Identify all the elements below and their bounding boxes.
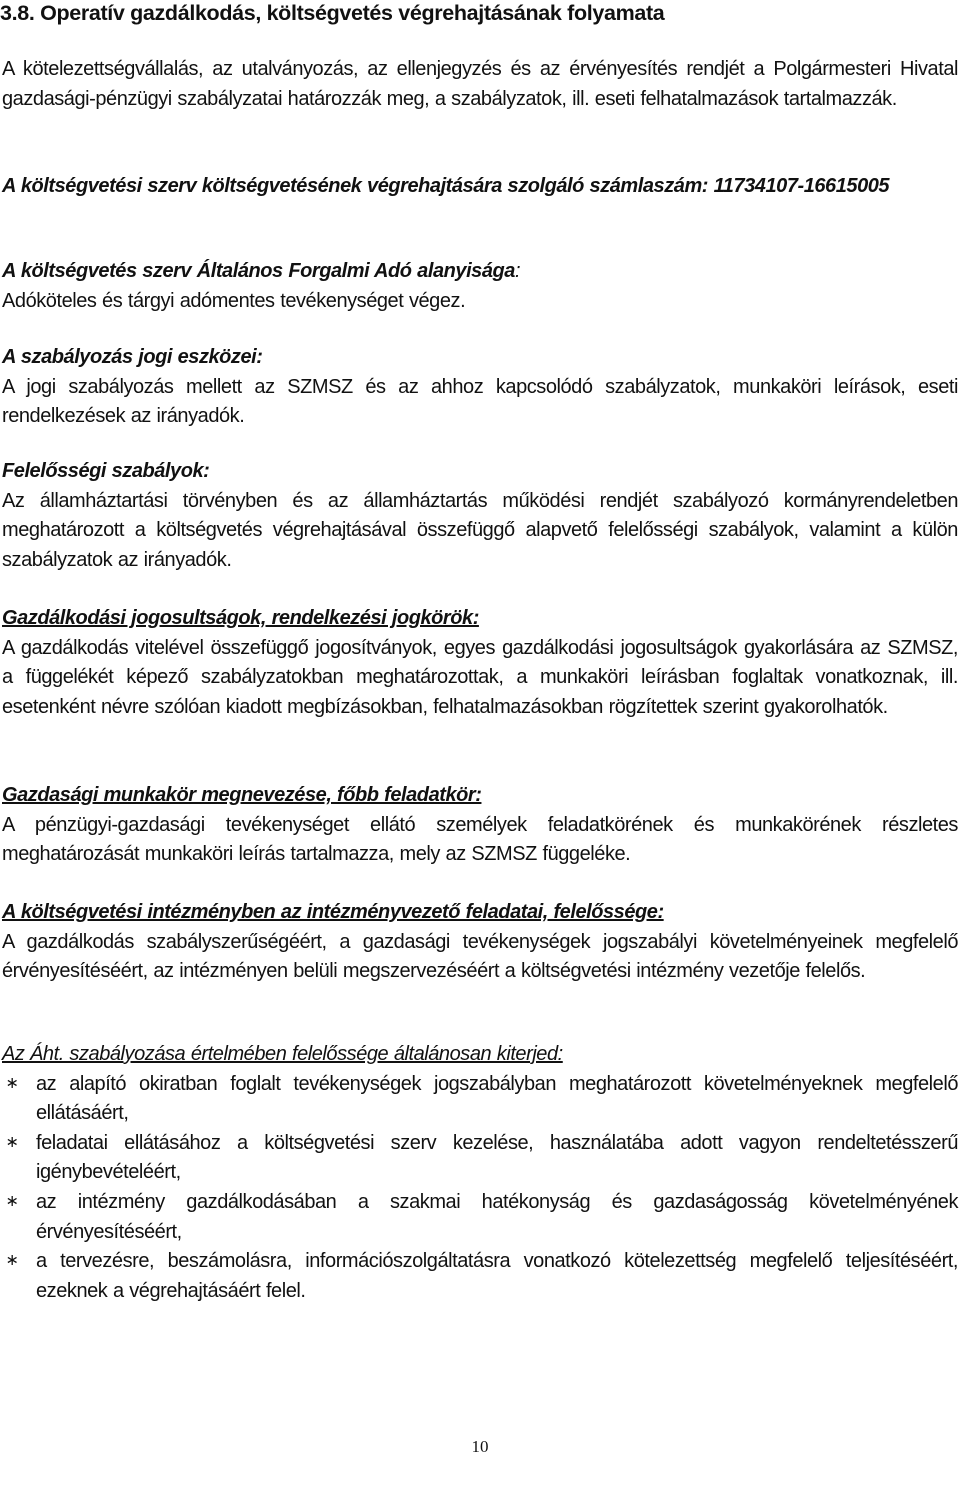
vat-heading-line <box>2 257 958 287</box>
head-duties-section <box>2 898 958 987</box>
legal-tools-section <box>2 343 958 432</box>
account-number-text: A költségvetési szerv költségvetésének végrehajtására szolgáló számlaszám: 11734107-16615005 <box>2 175 890 197</box>
asterisk-bullet-icon: ∗ <box>5 1131 19 1151</box>
vat-label: A költségvetés szerv Általános Forgalmi Adó alanyisága <box>2 260 515 282</box>
list-item-text: feladatai ellátásához a költségvetési szerv kezelése, használatába adott vagyon rendeltetésszerű igénybevételéért, <box>36 1131 958 1184</box>
authority-section <box>2 604 958 722</box>
vat-colon: : <box>514 260 521 282</box>
list-item <box>2 1070 958 1129</box>
responsibility-section <box>2 457 958 575</box>
list-item-text: a tervezésre, beszámolásra, információszolgáltatásra vonatkozó kötelezettség megfelelő teljesítéséért, ezeknek a végrehajtásáért felel. <box>36 1250 958 1302</box>
asterisk-bullet-icon: ∗ <box>5 1250 19 1270</box>
legal-tools-label: A szabályozás jogi eszközei: <box>2 346 263 368</box>
aht-label: Az Áht. szabályozása értelmében felelőssége általánosan kiterjed: <box>2 1043 563 1065</box>
job-titles-text: A pénzügyi-gazdasági tevékenységet ellátó személyek feladatkörének és munkakörének részletes meghatározását munkaköri leírás tartalmazza, mely az SZMSZ függeléke. <box>2 813 958 866</box>
head-duties-text: A gazdálkodás szabályszerűségéért, a gazdasági tevékenységek jogszabályi követelményeinek megfelelő érvényesítéséért, az intézményen belüli megszervezéséért a költségvetési intézmény vezetője felelős. <box>2 930 958 983</box>
asterisk-bullet-icon: ∗ <box>5 1190 19 1210</box>
list-item <box>2 1188 958 1247</box>
list-item <box>2 1247 958 1306</box>
authority-text: A gazdálkodás vitelével összefüggő jogosítványok, egyes gazdálkodási jogosultságok gyakorlására az SZMSZ, a függelékét képező szabályzatokban meghatározottak, a munkaköri leírásban foglaltak vonatkoznak, ill. esetenként névre szólóan kiadott megbízásokban, felhatalmazásokban rögzítettek szerint gyakorolhatók. <box>2 636 958 718</box>
account-number-paragraph <box>2 172 958 202</box>
section-heading: 3.8. Operatív gazdálkodás, költségvetés végrehajtásának folyamata <box>0 1 665 25</box>
list-item-text: az intézmény gazdálkodásában a szakmai hatékonyság és gazdaságosság követelményének érvényesítéséért, <box>36 1190 958 1243</box>
asterisk-bullet-icon: ∗ <box>5 1072 19 1092</box>
legal-tools-text: A jogi szabályozás mellett az SZMSZ és az ahhoz kapcsolódó szabályzatok, munkaköri leírások, eseti rendelkezések az irányadók. <box>2 375 958 428</box>
job-titles-section <box>2 781 958 870</box>
intro-text: A kötelezettségvállalás, az utalványozás, az ellenjegyzés és az érvényesítés rendjét a Polgármesteri Hivatal gazdasági-pénzügyi szabályzatai határozzák meg, a szabályzatok, ill. eseti felhatalmazások tartalmazzák. <box>2 58 958 110</box>
page-number: 10 <box>471 1437 489 1456</box>
job-titles-label: Gazdasági munkakör megnevezése, főbb feladatkör: <box>2 784 482 806</box>
list-item <box>2 1129 958 1188</box>
vat-section <box>2 257 958 316</box>
aht-bullet-list <box>2 1070 958 1307</box>
responsibility-label: Felelősségi szabályok: <box>2 460 210 482</box>
head-duties-label: A költségvetési intézményben az intézményvezető feladatai, felelőssége: <box>2 901 664 923</box>
authority-label: Gazdálkodási jogosultságok, rendelkezési jogkörök: <box>2 607 479 629</box>
intro-paragraph <box>2 55 958 114</box>
vat-text: Adóköteles és tárgyi adómentes tevékenységet végez. <box>2 289 466 312</box>
list-item-text: az alapító okiratban foglalt tevékenységek jogszabályban meghatározott követelményeknek megfelelő ellátásáért, <box>36 1072 958 1125</box>
responsibility-text: Az államháztartási törvényben és az államháztartás működési rendjét szabályozó kormányrendeletben meghatározott a költségvetés végrehajtásával összefüggő alapvető felelősségi szabályok, valamint a külön szabályzatok az irányadók. <box>2 489 958 571</box>
aht-section <box>2 1040 958 1306</box>
